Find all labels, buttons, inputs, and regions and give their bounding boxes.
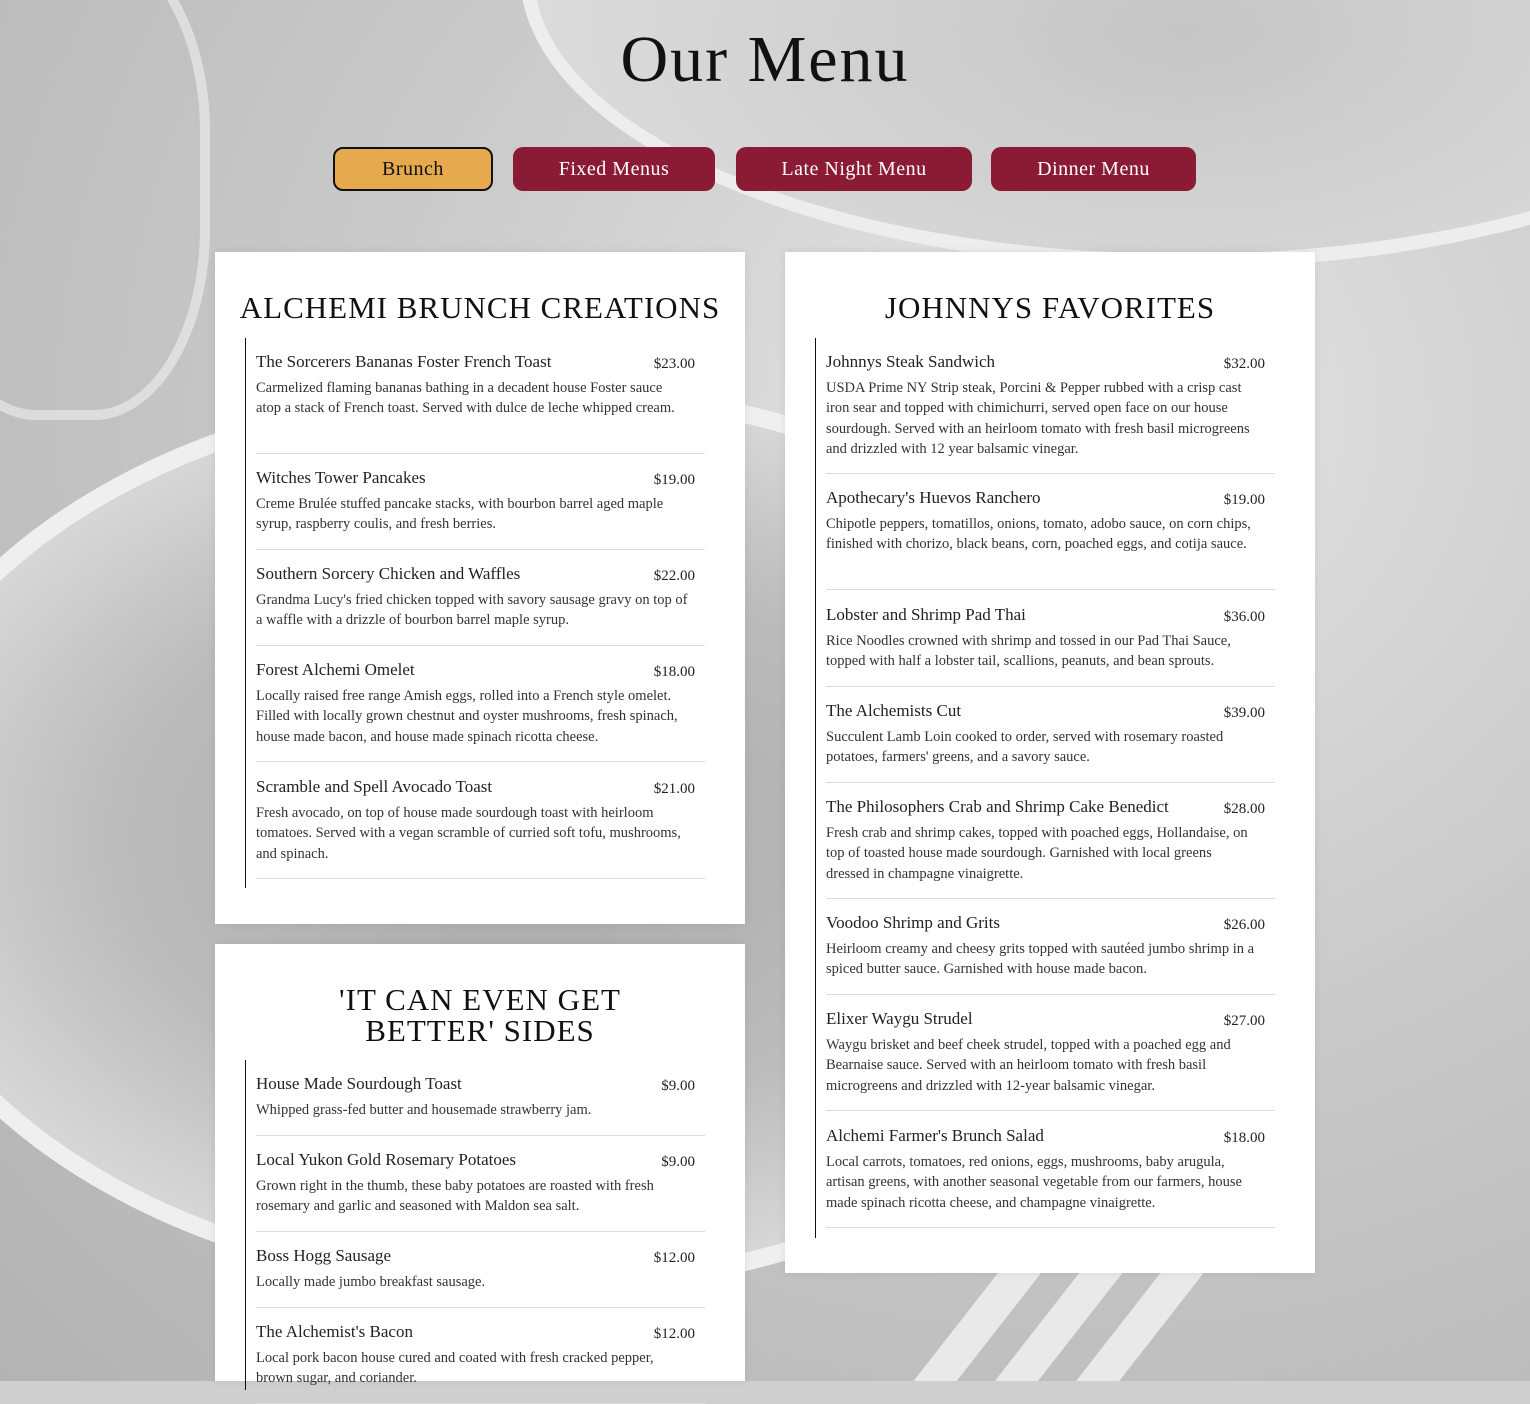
menu-item-price: $23.00 bbox=[653, 356, 695, 372]
menu-item-list bbox=[815, 338, 1276, 1238]
menu-item-description: Succulent Lamb Loin cooked to order, served with rosemary roasted potatoes, farmers' greens, and a savory sauce. bbox=[826, 729, 1224, 766]
menu-item bbox=[826, 913, 1275, 995]
menu-item-name: Forest Alchemi Omelet bbox=[256, 660, 415, 679]
menu-item-description: Fresh crab and shrimp cakes, topped with poached eggs, Hollandaise, on top of toasted house made sourdough. Garnished with local greens dressed in champagne vinaigrette. bbox=[826, 825, 1248, 882]
menu-item bbox=[256, 352, 705, 454]
menu-item-description: Locally raised free range Amish eggs, rolled into a French style omelet. Filled with locally grown chestnut and oyster mushrooms, fresh spinach, house made bacon, and house made spinach ricotta cheese. bbox=[256, 688, 678, 745]
menu-item-name: House Made Sourdough Toast bbox=[256, 1074, 462, 1093]
menu-item bbox=[256, 660, 705, 762]
menu-item-description: Carmelized flaming bananas bathing in a decadent house Foster sauce atop a stack of French toast. Served with dulce de leche whipped cream. bbox=[256, 380, 675, 417]
menu-item-description: USDA Prime NY Strip steak, Porcini & Pepper rubbed with a crisp cast iron sear and topped with chimichurri, served open face on our house sourdough. Served with an heirloom tomato with fresh basil microgreens and drizzled with 12 year balsamic vinegar. bbox=[826, 380, 1250, 457]
menu-item-price: $21.00 bbox=[653, 781, 695, 797]
menu-item-description: Local pork bacon house cured and coated with fresh cracked pepper, brown sugar, and coriander. bbox=[256, 1350, 654, 1387]
menu-item bbox=[826, 701, 1275, 783]
menu-card-brunch-creations bbox=[215, 252, 745, 924]
menu-item-name: Witches Tower Pancakes bbox=[256, 468, 426, 487]
menu-item-price: $28.00 bbox=[1223, 801, 1265, 817]
menu-item-name: The Alchemist's Bacon bbox=[256, 1322, 413, 1341]
menu-item bbox=[826, 797, 1275, 899]
menu-item-description: Heirloom creamy and cheesy grits topped with sautéed jumbo shrimp in a spiced butter sauce. Garnished with house made bacon. bbox=[826, 941, 1255, 978]
tab-fixed-menus[interactable]: Fixed Menus bbox=[513, 147, 715, 191]
menu-card-johnnys-favorites bbox=[785, 252, 1315, 1273]
menu-item-price: $19.00 bbox=[1223, 492, 1265, 508]
menu-item bbox=[826, 1009, 1275, 1111]
menu-item bbox=[826, 605, 1275, 687]
menu-item-price: $26.00 bbox=[1223, 917, 1265, 933]
section-title: ALCHEMI BRUNCH CREATIONS bbox=[239, 290, 721, 325]
menu-item-description: Local carrots, tomatoes, red onions, eggs, mushrooms, baby arugula, artisan greens, with another seasonal vegetable from our farmers, house made spinach ricotta cheese, and champagne vinaigrette. bbox=[826, 1154, 1242, 1211]
menu-item-price: $9.00 bbox=[661, 1078, 695, 1094]
menu-item-price: $12.00 bbox=[653, 1326, 695, 1342]
menu-item-name: Apothecary's Huevos Ranchero bbox=[826, 488, 1041, 507]
menu-item-description: Fresh avocado, on top of house made sourdough toast with heirloom tomatoes. Served with a vegan scramble of curried soft tofu, mushrooms, and spinach. bbox=[256, 805, 681, 862]
menu-item-price: $18.00 bbox=[653, 664, 695, 680]
menu-item-price: $22.00 bbox=[653, 568, 695, 584]
section-title: JOHNNYS FAVORITES bbox=[884, 290, 1216, 325]
menu-item-price: $12.00 bbox=[653, 1250, 695, 1266]
menu-item-name: The Sorcerers Bananas Foster French Toast bbox=[256, 352, 552, 371]
menu-item-description: Waygu brisket and beef cheek strudel, topped with a poached egg and Bearnaise sauce. Served with an heirloom tomato with fresh basil microgreens and drizzled with 12-year balsamic vinegar. bbox=[826, 1037, 1231, 1094]
menu-item-name: Lobster and Shrimp Pad Thai bbox=[826, 605, 1026, 624]
menu-item-name: Southern Sorcery Chicken and Waffles bbox=[256, 564, 521, 583]
menu-item-price: $32.00 bbox=[1223, 356, 1265, 372]
menu-item-name: Scramble and Spell Avocado Toast bbox=[256, 777, 493, 796]
menu-item-list bbox=[245, 338, 706, 888]
menu-item-name: The Alchemists Cut bbox=[826, 701, 962, 720]
menu-item-name: Local Yukon Gold Rosemary Potatoes bbox=[256, 1150, 516, 1169]
menu-item-description: Grandma Lucy's fried chicken topped with savory sausage gravy on top of a waffle with a drizzle of bourbon barrel maple syrup. bbox=[256, 592, 688, 629]
menu-item-description: Creme Brulée stuffed pancake stacks, with bourbon barrel aged maple syrup, raspberry coulis, and fresh berries. bbox=[256, 496, 664, 533]
menu-item-name: Johnnys Steak Sandwich bbox=[826, 352, 996, 371]
tab-late-night-menu[interactable]: Late Night Menu bbox=[736, 147, 972, 191]
tab-brunch[interactable]: Brunch bbox=[333, 147, 493, 191]
menu-item bbox=[256, 1074, 705, 1136]
menu-item-name: Voodoo Shrimp and Grits bbox=[826, 913, 1000, 932]
tab-dinner-menu[interactable]: Dinner Menu bbox=[991, 147, 1196, 191]
menu-item-name: Elixer Waygu Strudel bbox=[826, 1009, 973, 1028]
menu-item-price: $18.00 bbox=[1223, 1130, 1265, 1146]
menu-item bbox=[826, 1126, 1275, 1228]
menu-item-description: Grown right in the thumb, these baby potatoes are roasted with fresh rosemary and garlic and seasoned with Maldon sea salt. bbox=[256, 1178, 654, 1215]
menu-item-price: $9.00 bbox=[661, 1154, 695, 1170]
menu-item-name: The Philosophers Crab and Shrimp Cake Benedict bbox=[826, 797, 1169, 816]
menu-item-price: $27.00 bbox=[1223, 1013, 1265, 1029]
page-title: Our Menu bbox=[620, 23, 910, 96]
menu-item bbox=[256, 777, 705, 879]
menu-item-name: Boss Hogg Sausage bbox=[256, 1246, 392, 1265]
menu-item bbox=[256, 564, 705, 646]
menu-item-description: Locally made jumbo breakfast sausage. bbox=[256, 1274, 486, 1290]
section-title: 'IT CAN EVEN GET BETTER' SIDES bbox=[339, 982, 621, 1048]
menu-item bbox=[826, 352, 1275, 474]
menu-item-name: Alchemi Farmer's Brunch Salad bbox=[826, 1126, 1044, 1145]
menu-item bbox=[826, 488, 1275, 590]
menu-item-description: Rice Noodles crowned with shrimp and tossed in our Pad Thai Sauce, topped with half a lobster tail, scallions, peanuts, and bean sprouts. bbox=[826, 633, 1231, 670]
menu-item-description: Chipotle peppers, tomatillos, onions, tomato, adobo sauce, on corn chips, finished with chorizo, black beans, corn, poached eggs, and cotija sauce. bbox=[826, 516, 1251, 553]
menu-item-list bbox=[245, 1060, 706, 1390]
menu-item bbox=[256, 468, 705, 550]
menu-item bbox=[256, 1322, 705, 1404]
menu-item-price: $39.00 bbox=[1223, 705, 1265, 721]
menu-item-price: $36.00 bbox=[1223, 609, 1265, 625]
menu-item-description: Whipped grass-fed butter and housemade strawberry jam. bbox=[256, 1102, 592, 1118]
menu-item bbox=[256, 1246, 705, 1308]
menu-item bbox=[256, 1150, 705, 1232]
menu-card-sides bbox=[215, 944, 745, 1387]
menu-item-price: $19.00 bbox=[653, 472, 695, 488]
